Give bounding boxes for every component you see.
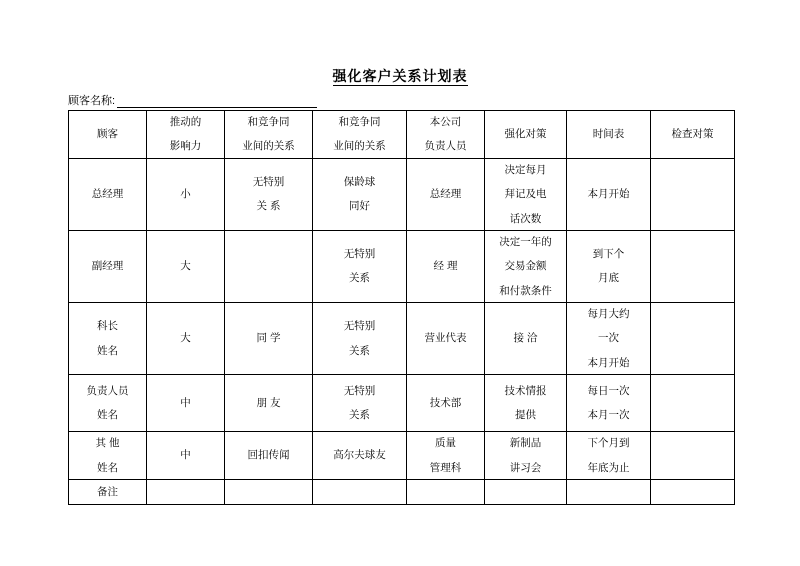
table-cell[interactable] — [651, 375, 735, 432]
cell-line: 本月一次 — [587, 409, 630, 422]
table-cell[interactable] — [313, 158, 407, 230]
table-header-cell — [407, 111, 485, 159]
cell-line: 中 — [180, 396, 191, 409]
cell-line: 朋 友 — [256, 396, 281, 409]
table-header-cell — [225, 111, 313, 159]
table-cell[interactable] — [567, 230, 651, 302]
cell-line: 拜记及电 — [504, 188, 547, 201]
cell-line: 负责人员 — [86, 384, 129, 397]
table-cell[interactable] — [69, 230, 147, 302]
table-cell[interactable] — [313, 479, 407, 504]
cell-line: 每日一次 — [587, 384, 630, 397]
table-cell[interactable] — [567, 158, 651, 230]
cell-line: 新制品 — [509, 437, 542, 450]
table-cell[interactable] — [225, 375, 313, 432]
table-header-cell — [313, 111, 407, 159]
table-row — [69, 432, 735, 480]
table-cell[interactable] — [313, 432, 407, 480]
table-cell[interactable] — [407, 432, 485, 480]
cell-line: 经 理 — [433, 260, 458, 273]
table-cell[interactable] — [407, 230, 485, 302]
table-cell[interactable] — [485, 303, 567, 375]
cell-line: 无特别 — [252, 175, 285, 188]
cell-line: 接 洽 — [513, 332, 538, 345]
cell-line: 大 — [180, 260, 191, 273]
table-cell[interactable] — [651, 230, 735, 302]
table-cell[interactable] — [69, 303, 147, 375]
cell-line: 决定一年的 — [499, 235, 552, 248]
table-cell[interactable] — [651, 432, 735, 480]
table-cell[interactable] — [485, 230, 567, 302]
cell-line: 技术部 — [429, 396, 462, 409]
cell-line: 营业代表 — [424, 332, 467, 345]
header-cell-line: 和竞争同 — [338, 116, 381, 128]
cell-line: 科长 — [97, 320, 118, 333]
header-cell-line: 和竞争同 — [247, 116, 290, 128]
table-cell[interactable] — [313, 303, 407, 375]
table-cell[interactable] — [567, 303, 651, 375]
table-cell[interactable] — [147, 375, 225, 432]
cell-line: 姓名 — [97, 409, 118, 422]
table-cell[interactable] — [407, 303, 485, 375]
cell-line: 技术情报 — [504, 384, 547, 397]
cell-line: 本月开始 — [587, 188, 630, 201]
table-header-cell — [567, 111, 651, 159]
table-header-cell — [651, 111, 735, 159]
cell-line: 关系 — [349, 272, 370, 285]
cell-line: 提供 — [515, 409, 536, 422]
cell-line: 中 — [180, 449, 191, 462]
table-cell[interactable] — [567, 432, 651, 480]
cell-line: 到下个 — [592, 248, 625, 261]
header-cell-line: 影响力 — [169, 140, 202, 153]
customer-name-blank[interactable] — [117, 94, 317, 108]
table-cell[interactable] — [485, 479, 567, 504]
table-cell[interactable] — [69, 432, 147, 480]
cell-line: 质量 — [435, 437, 456, 450]
cell-line: 回扣传闻 — [247, 449, 290, 462]
cell-line: 副经理 — [91, 260, 124, 273]
table-cell[interactable] — [651, 158, 735, 230]
cell-line: 保龄球 — [343, 175, 376, 188]
cell-line: 关系 — [349, 409, 370, 422]
table-header-cell — [147, 111, 225, 159]
table-body — [69, 158, 735, 504]
table-row — [69, 230, 735, 302]
cell-line: 无特别 — [343, 248, 376, 261]
cell-line: 决定每月 — [504, 163, 547, 176]
cell-line: 关 系 — [256, 200, 281, 213]
table-cell[interactable] — [485, 432, 567, 480]
cell-line: 其 他 — [95, 437, 120, 450]
cell-line: 下个月到 — [587, 437, 630, 450]
table-cell[interactable] — [225, 303, 313, 375]
table-cell[interactable] — [147, 230, 225, 302]
plan-table — [68, 110, 735, 505]
table-cell[interactable] — [69, 479, 147, 504]
table-cell[interactable] — [147, 432, 225, 480]
cell-line: 月底 — [598, 272, 619, 285]
header-cell-line: 业间的关系 — [333, 140, 386, 153]
cell-line: 每月大约 — [587, 308, 630, 320]
cell-line: 关系 — [349, 344, 370, 357]
cell-line: 无特别 — [343, 320, 376, 333]
cell-line: 一次 — [598, 332, 619, 345]
table-cell[interactable] — [69, 375, 147, 432]
cell-line: 和付款条件 — [499, 284, 552, 297]
table-row — [69, 375, 735, 432]
header-cell-line: 业间的关系 — [242, 140, 295, 153]
table-cell[interactable] — [485, 158, 567, 230]
customer-name-label: 顾客名称: — [68, 95, 116, 107]
table-row — [69, 303, 735, 375]
table-row — [69, 479, 735, 504]
cell-line: 姓名 — [97, 344, 118, 357]
header-cell-line: 负责人员 — [424, 140, 467, 153]
cell-line: 交易金额 — [504, 260, 547, 273]
table-cell[interactable] — [407, 479, 485, 504]
table-row — [69, 158, 735, 230]
page-title-text: 强化客户关系计划表 — [332, 68, 468, 84]
table-cell[interactable] — [407, 375, 485, 432]
table-cell[interactable] — [225, 230, 313, 302]
header-cell-line: 推动的 — [169, 116, 202, 128]
header-cell-line: 时间表 — [592, 128, 625, 141]
table-cell[interactable] — [567, 479, 651, 504]
table-header-cell — [69, 111, 147, 159]
header-cell-line: 顾客 — [97, 128, 118, 141]
cell-line: 同 学 — [256, 332, 281, 345]
table-cell[interactable] — [147, 303, 225, 375]
table-header — [69, 111, 735, 159]
cell-line: 总经理 — [91, 188, 124, 201]
cell-line: 管理科 — [429, 461, 462, 474]
cell-line: 讲习会 — [509, 461, 542, 474]
header-cell-line: 本公司 — [429, 116, 462, 128]
table-cell[interactable] — [313, 375, 407, 432]
table-cell[interactable] — [651, 303, 735, 375]
table-cell[interactable] — [147, 479, 225, 504]
page-title — [0, 66, 800, 86]
cell-line: 小 — [180, 188, 191, 201]
cell-line: 大 — [180, 332, 191, 345]
header-cell-line: 检查对策 — [671, 128, 714, 141]
cell-line: 总经理 — [429, 188, 462, 201]
table-cell[interactable] — [407, 158, 485, 230]
cell-line: 高尔夫球友 — [333, 449, 386, 462]
cell-line: 年底为止 — [587, 461, 630, 474]
table-cell[interactable] — [567, 375, 651, 432]
cell-line: 备注 — [97, 485, 118, 498]
cell-line: 同好 — [349, 200, 370, 213]
table-header-cell — [485, 111, 567, 159]
table-cell[interactable] — [225, 479, 313, 504]
table-cell[interactable] — [225, 158, 313, 230]
table-header-row — [69, 111, 735, 159]
table-cell[interactable] — [225, 432, 313, 480]
table-cell[interactable] — [651, 479, 735, 504]
header-cell-line: 强化对策 — [504, 128, 547, 141]
table-cell[interactable] — [485, 375, 567, 432]
cell-line: 无特别 — [343, 384, 376, 397]
cell-line: 姓名 — [97, 461, 118, 474]
table-cell[interactable] — [69, 158, 147, 230]
customer-name-field — [68, 92, 317, 108]
table-cell[interactable] — [147, 158, 225, 230]
cell-line: 本月开始 — [587, 356, 630, 369]
cell-line: 话次数 — [509, 212, 542, 225]
table-cell[interactable] — [313, 230, 407, 302]
